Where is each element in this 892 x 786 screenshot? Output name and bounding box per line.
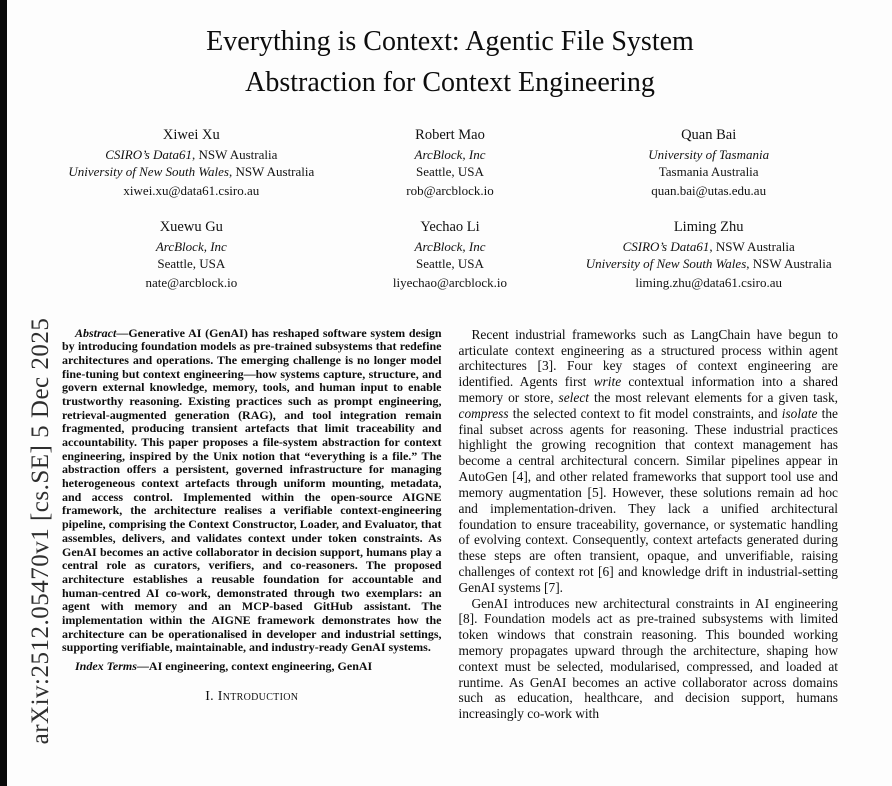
author-block-liming-zhu (579, 219, 838, 291)
author-name: Xuewu Gu (159, 218, 223, 235)
author-name: Xiwei Xu (162, 127, 220, 144)
page-left-edge (0, 0, 7, 786)
intro-paragraph-1: Recent industrial frameworks such as LangChain have begun to articulate context engineering as a structured process within agent architectures [3]. Four key stages of context engineering are identified. Agents first write contextual information into a shared memory or store, select the most relevant elements for a given task, compress the selected context to fit model constraints, and isolate the final subset across agents for reasoning. These industrial practices highlight the growing recognition that context management has become a central architectural concern. Similar pipelines appear in AutoGen [4], and other related frameworks that support tool use and memory augmentation [5]. However, these solutions remain ad hoc and implementation-driven. They lack a unified architectural foundation to ensure traceability, governance, or systematic handling of evolving context. Consequently, context artefacts generated during these steps are often transient, opaque, and unverifiable, raising challenges of context rot [6] and knowledge drift in industrial-setting GenAI systems [7]. (458, 326, 839, 595)
author-block-yechao-li (321, 219, 580, 291)
author-affiliation: Tasmania Australia (658, 164, 759, 180)
author-name: Yechao Li (420, 218, 480, 235)
author-email: liming.zhu@data61.csiro.au (635, 274, 782, 290)
author-affiliation: University of New South Wales, NSW Australia (68, 164, 315, 180)
author-block-xiwei-xu (62, 127, 321, 199)
author-block-robert-mao (321, 127, 580, 199)
author-name: Quan Bai (681, 127, 737, 144)
author-block-xuewu-gu (62, 219, 321, 291)
author-email: xiwei.xu@data61.csiro.au (123, 182, 260, 198)
author-name: Liming Zhu (673, 218, 744, 235)
author-affiliation: University of New South Wales, NSW Australia (585, 255, 832, 271)
section-heading-introduction: I. Introduction (205, 688, 299, 704)
abstract-paragraph: Abstract—Generative AI (GenAI) has reshaped software system design by introducing foundation models as pre-trained subsystems that redefine architectures and operations. The emerging challenge is no longer model fine-tuning but context engineering—how systems capture, structure, and govern external knowledge, memory, tools, and human input to enable trustworthy reasoning. Existing practices such as prompt engineering, retrieval-augmented generation (RAG), and tool integration remain fragmented, producing transient artefacts that limit traceability and accountability. This paper proposes a file-system abstraction for context engineering, inspired by the Unix notion that “everything is a file.” The abstraction offers a persistent, governed infrastructure for managing heterogeneous context artefacts through uniform mounting, metadata, and access control. Implemented within the open-source AIGNE framework, the architecture realises a verifiable context-engineering pipeline, comprising the Context Constructor, Loader, and Evaluator, that assembles, delivers, and validates context under token constraints. As GenAI becomes an active collaborator in decision support, humans play a central role as curators, verifiers, and co-reasoners. The proposed architecture establishes a reusable foundation for accountable and human-centred AI co-work, demonstrated through two exemplars: an agent with memory and an MCP-based GitHub assistant. The implementation within the AIGNE framework demonstrates how the architecture can be operationalised in developer and industrial settings, supporting verifiable, maintainable, and industry-ready GenAI systems. (62, 325, 442, 655)
paper-title-line2: Abstraction for Context Engineering (245, 66, 655, 98)
author-email: rob@arcblock.io (406, 182, 494, 198)
paper-content (62, 0, 838, 786)
author-email: quan.bai@utas.edu.au (651, 182, 767, 198)
paper-title-line1: Everything is Context: Agentic File System (206, 26, 694, 57)
author-affiliation: Seattle, USA (416, 164, 484, 180)
author-affiliation: Seattle, USA (416, 255, 484, 271)
arxiv-watermark: arXiv:2512.05470v1 [cs.SE] 5 Dec 2025 (27, 317, 54, 745)
intro-paragraph-2: GenAI introduces new architectural constraints in AI engineering [8]. Foundation models act as pre-trained subsystems with limited token windows that constrain reasoning. This bounded working memory propagates upward through the architecture, shaping how context must be selected, modularised, compressed, and loaded at runtime. As GenAI becomes an active collaborator across domains such as education, healthcare, and decision support, humans increasingly co-work with (458, 595, 838, 722)
author-affiliation: CSIRO’s Data61, NSW Australia (622, 238, 795, 254)
authors-grid (62, 127, 838, 291)
author-affiliation: Seattle, USA (157, 255, 226, 271)
author-name: Robert Mao (415, 127, 485, 144)
author-affiliation: ArcBlock, Inc (414, 238, 486, 254)
left-column (62, 327, 442, 722)
author-affiliation: ArcBlock, Inc (414, 147, 486, 163)
author-affiliation: University of Tasmania (648, 147, 770, 163)
author-email: liyechao@arcblock.io (392, 274, 508, 290)
index-terms: Index Terms—AI engineering, context engineering, GenAI (75, 658, 373, 673)
author-block-quan-bai (579, 127, 838, 199)
author-affiliation: ArcBlock, Inc (155, 238, 227, 254)
right-column (459, 327, 839, 722)
author-affiliation: CSIRO’s Data61, NSW Australia (105, 147, 278, 163)
author-email: nate@arcblock.io (145, 274, 238, 290)
paper-title (62, 22, 838, 103)
body-columns (62, 327, 838, 722)
